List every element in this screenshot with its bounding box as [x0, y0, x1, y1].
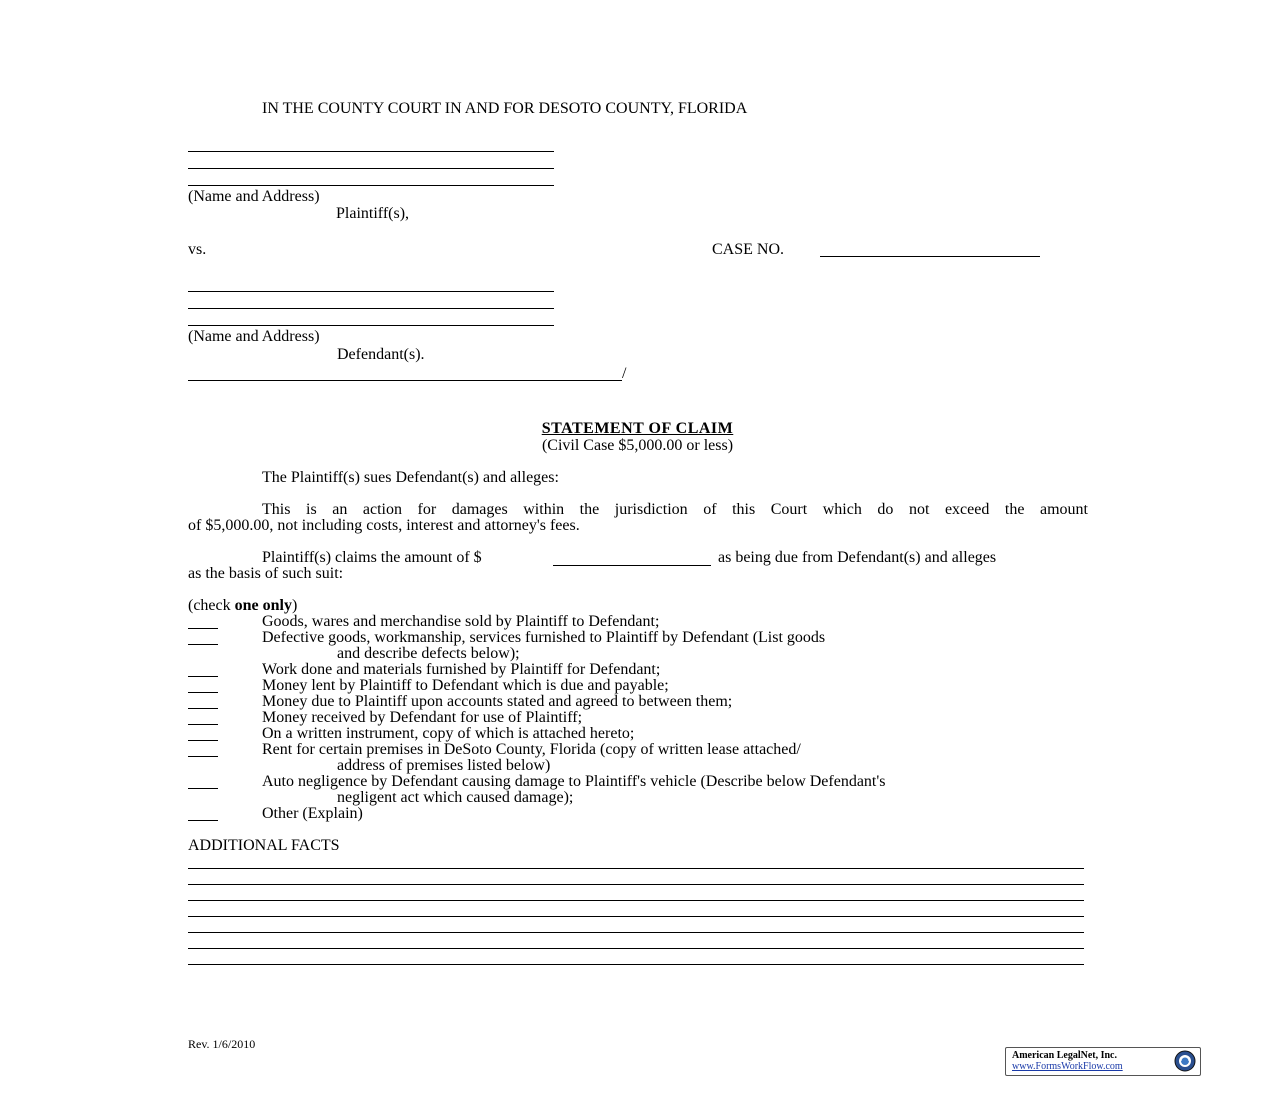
- checkbox-written-instrument[interactable]: [188, 740, 218, 741]
- logo-url-link[interactable]: www.FormsWorkFlow.com: [1012, 1061, 1123, 1072]
- additional-facts-line[interactable]: [188, 884, 1084, 885]
- defendant-line-1[interactable]: [188, 291, 554, 292]
- checkbox-rent[interactable]: [188, 756, 218, 757]
- vs-label: vs.: [188, 241, 207, 258]
- jurisdiction-line-1: This is an action for damages within the jurisdiction of this Court which do not exceed the amount: [262, 501, 1088, 518]
- item-defective-goods: Defective goods, workmanship, services furnished to Plaintiff by Defendant (List goods: [262, 629, 826, 646]
- globe-icon: [1174, 1050, 1196, 1072]
- claim-basis-line: as the basis of such suit:: [188, 565, 344, 582]
- additional-facts-line[interactable]: [188, 948, 1084, 949]
- caption-closing-line: [188, 380, 622, 381]
- plaintiff-name-address-label: (Name and Address): [188, 188, 320, 205]
- court-heading: IN THE COUNTY COURT IN AND FOR DESOTO COUNTY, FLORIDA: [262, 100, 748, 117]
- item-auto-negligence: Auto negligence by Defendant causing damage to Plaintiff's vehicle (Describe below Defendant's: [262, 773, 886, 790]
- revision-date: Rev. 1/6/2010: [188, 1037, 256, 1051]
- checkbox-auto-negligence[interactable]: [188, 788, 218, 789]
- item-rent-cont: address of premises listed below): [337, 757, 551, 774]
- item-money-received: Money received by Defendant for use of Plaintiff;: [262, 709, 583, 726]
- check-suffix: ): [291, 597, 298, 614]
- case-number-field[interactable]: [820, 256, 1040, 257]
- check-bold: one only: [234, 597, 292, 614]
- jurisdiction-line-2: of $5,000.00, not including costs, interest and attorney's fees.: [188, 517, 580, 534]
- statement-title: STATEMENT OF CLAIM: [541, 420, 734, 437]
- statement-subtitle: (Civil Case $5,000.00 or less): [541, 437, 734, 454]
- caption-closing-slash: /: [622, 365, 627, 382]
- item-defective-goods-cont: and describe defects below);: [337, 645, 520, 662]
- defendant-line-2[interactable]: [188, 308, 554, 309]
- item-written-instrument: On a written instrument, copy of which is attached hereto;: [262, 725, 635, 742]
- plaintiff-line-1[interactable]: [188, 151, 554, 152]
- defendant-line-3[interactable]: [188, 325, 554, 326]
- defendant-role-label: Defendant(s).: [337, 346, 425, 363]
- item-goods-sold: Goods, wares and merchandise sold by Plaintiff to Defendant;: [262, 613, 660, 630]
- case-number-label: CASE NO.: [712, 241, 785, 258]
- checkbox-work-done[interactable]: [188, 676, 218, 677]
- defendant-name-address-label: (Name and Address): [188, 328, 320, 345]
- plaintiff-line-2[interactable]: [188, 168, 554, 169]
- check-prefix: (check: [188, 597, 235, 614]
- additional-facts-label: ADDITIONAL FACTS: [188, 837, 340, 854]
- additional-facts-line[interactable]: [188, 900, 1084, 901]
- additional-facts-line[interactable]: [188, 932, 1084, 933]
- claim-amount-field[interactable]: [553, 565, 711, 566]
- check-instruction: [188, 598, 297, 614]
- additional-facts-line[interactable]: [188, 964, 1084, 965]
- checkbox-money-lent[interactable]: [188, 692, 218, 693]
- item-other: Other (Explain): [262, 805, 363, 822]
- checkbox-other[interactable]: [188, 820, 218, 821]
- claim-amount-post: as being due from Defendant(s) and alleges: [718, 549, 997, 566]
- checkbox-defective-goods[interactable]: [188, 644, 218, 645]
- logo-company-name: American LegalNet, Inc.: [1012, 1050, 1117, 1061]
- item-rent: Rent for certain premises in DeSoto County, Florida (copy of written lease attached/: [262, 741, 801, 758]
- additional-facts-line[interactable]: [188, 916, 1084, 917]
- claim-amount-pre: Plaintiff(s) claims the amount of $: [262, 549, 482, 566]
- sues-paragraph: The Plaintiff(s) sues Defendant(s) and alleges:: [262, 469, 559, 486]
- checkbox-money-received[interactable]: [188, 724, 218, 725]
- item-money-lent: Money lent by Plaintiff to Defendant which is due and payable;: [262, 677, 669, 694]
- plaintiff-line-3[interactable]: [188, 185, 554, 186]
- checkbox-accounts-stated[interactable]: [188, 708, 218, 709]
- item-accounts-stated: Money due to Plaintiff upon accounts stated and agreed to between them;: [262, 693, 733, 710]
- plaintiff-role-label: Plaintiff(s),: [336, 205, 410, 222]
- checkbox-goods-sold[interactable]: [188, 628, 218, 629]
- item-work-done: Work done and materials furnished by Plaintiff for Defendant;: [262, 661, 661, 678]
- american-legalnet-logo[interactable]: [1005, 1047, 1201, 1076]
- additional-facts-line[interactable]: [188, 868, 1084, 869]
- item-auto-negligence-cont: negligent act which caused damage);: [337, 789, 574, 806]
